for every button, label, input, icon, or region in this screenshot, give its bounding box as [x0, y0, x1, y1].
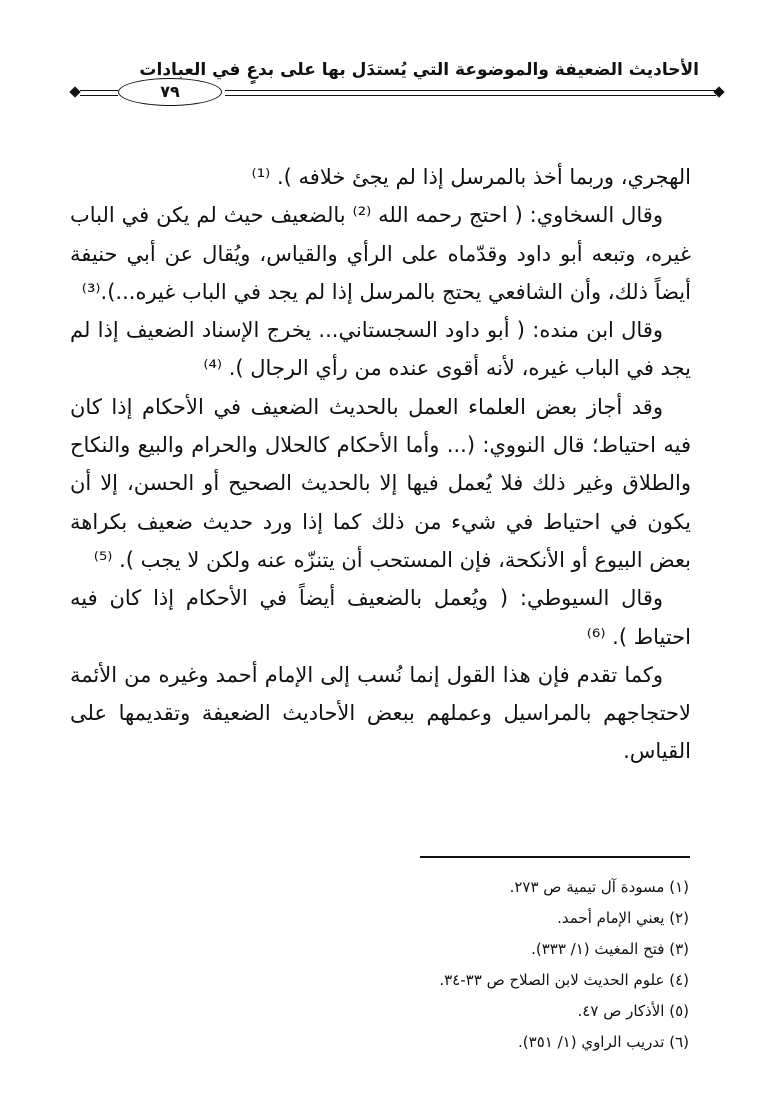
paragraph: وقد أجاز بعض العلماء العمل بالحديث الضعيف في الأحكام إذا كان فيه احتياط؛ قال النووي: (... وأما الأحكام كالحلال والحرام والبيع والنكاح والطلاق وغير ذلك فلا يُعمل فيها إلا بالحديث الصحيح أو الحسن، إلا أن يكون في احتياط في شيء من ذلك كما إذا ورد حديث ضعيف بكراهة بعض البيوع أو الأنكحة، فإن المستحب أن يتنزّه عنه ولكن لا يجب ). ⁽⁵⁾: [70, 394, 691, 572]
footnote: (٤) علوم الحديث لابن الصلاح ص ٣٣-٣٤.: [439, 971, 689, 989]
footnotes: [70, 872, 689, 1058]
paragraph: وقال السيوطي: ( ويُعمل بالضعيف أيضاً في الأحكام إذا كان فيه احتياط ). ⁽⁶⁾: [70, 586, 691, 649]
header-rule: [80, 90, 118, 91]
header-rule: [225, 95, 716, 96]
footnote-separator: [420, 856, 690, 858]
page-number: ٧٩: [118, 78, 222, 106]
paragraph: وكما تقدم فإن هذا القول إنما نُسب إلى الإمام أحمد وغيره من الأئمة لاحتجاجهم بالمراسيل وعملهم ببعض الأحاديث الضعيفة وتقديمها على القياس.: [70, 662, 691, 764]
page-header: [0, 0, 761, 130]
footnote: (٣) فتح المغيث (١/ ٣٣٣).: [531, 940, 689, 958]
paragraph: الهجري، وربما أخذ بالمرسل إذا لم يجئ خلافه ). ⁽¹⁾: [251, 165, 691, 189]
paragraph: وقال السخاوي: ( احتج رحمه الله ⁽²⁾ بالضعيف حيث لم يكن في الباب غيره، وتبعه أبو داود وقدّماه على الرأي والقياس، ويُقال عن أبي حنيفة أيضاً ذلك، وأن الشافعي يحتج بالمرسل إذا لم يجد في الباب غيره...).⁽³⁾: [70, 203, 691, 304]
footnote: (٢) يعني الإمام أحمد.: [557, 909, 689, 927]
running-title: الأحاديث الضعيفة والموضوعة التي يُستدَل بها على بدعٍ في العبادات: [139, 60, 699, 80]
header-ornament-left: [69, 86, 80, 97]
footnote: (٥) الأذكار ص ٤٧.: [577, 1002, 689, 1020]
footnote: (١) مسودة آل تيمية ص ٢٧٣.: [509, 878, 689, 896]
paragraph: وقال ابن منده: ( أبو داود السجستاني... يخرج الإسناد الضعيف إذا لم يجد في الباب غيره، لأنه أقوى عنده من رأي الرجال ). ⁽⁴⁾: [70, 318, 691, 381]
footnote: (٦) تدريب الراوي (١/ ٣٥١).: [518, 1033, 689, 1051]
header-rule: [80, 95, 118, 96]
header-rule: [225, 90, 716, 91]
main-text: [70, 158, 691, 771]
